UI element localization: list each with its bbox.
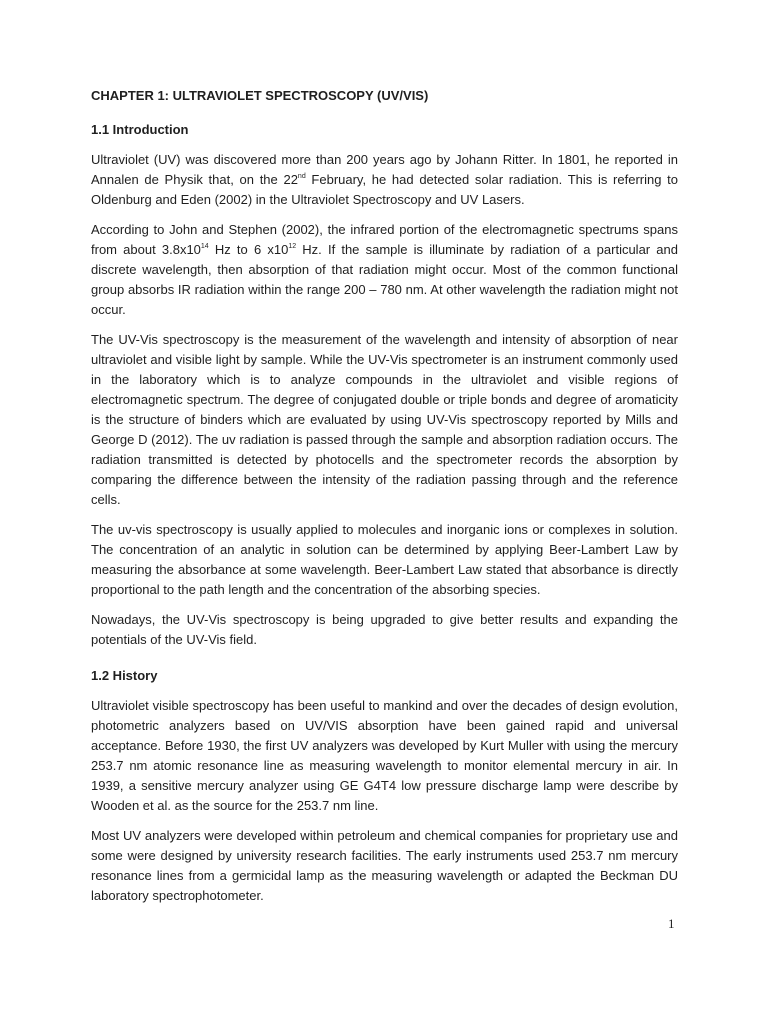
section-heading-introduction: 1.1 Introduction: [91, 122, 189, 137]
intro-paragraph-5: Nowadays, the UV-Vis spectroscopy is being upgraded to give better results and expanding the potentials of the UV-Vis field.: [91, 612, 678, 647]
intro-paragraph-1-text-b: February, he had detected solar radiation. This is referring to Oldenburg and Eden (2002) in the Ultraviolet Spectroscopy and UV Lasers.: [91, 172, 678, 207]
page-content: [91, 88, 678, 916]
history-paragraph-2: Most UV analyzers were developed within petroleum and chemical companies for proprietary use and some were designed by university research facilities. The early instruments used 253.7 nm mercury resonance lines from a germicidal lamp as the measuring wavelength or adapted the Beckman DU laboratory spectrophotometer.: [91, 828, 678, 903]
ordinal-superscript: nd: [297, 173, 306, 180]
intro-paragraph-2-text-a: According to John and Stephen (2002), the infrared portion of the electromagnetic spectrums spans from about 3.8x10: [91, 222, 678, 257]
intro-paragraph-2-text-c: Hz. If the sample is illuminate by radiation of a particular and discrete wavelength, then absorption of that radiation might occur. Most of the common functional group absorbs IR radiation within the range 200 – 780 nm. At other wavelength the radiation might not occur.: [91, 242, 678, 317]
page-number: 1: [668, 916, 675, 931]
intro-paragraph-4: The uv-vis spectroscopy is usually applied to molecules and inorganic ions or complexes in solution. The concentration of an analytic in solution can be determined by applying Beer-Lambert Law by measuring the absorbance at some wavelength. Beer-Lambert Law stated that absorbance is directly proportional to the path length and the concentration of the absorbing species.: [91, 522, 678, 597]
exponent-superscript-2: 12: [288, 243, 297, 250]
intro-paragraph-2: [91, 220, 678, 320]
section-heading-history: 1.2 History: [91, 668, 158, 683]
intro-paragraph-2-text-b: Hz to 6 x10: [208, 242, 289, 257]
intro-paragraph-3: The UV-Vis spectroscopy is the measurement of the wavelength and intensity of absorption of near ultraviolet and visible light by sample. While the UV-Vis spectrometer is an instrument commonly used in the laboratory which is to analyze compounds in the ultraviolet and visible regions of electromagnetic spectrum. The degree of conjugated double or triple bonds and degree of aromaticity is the structure of binders which are evaluated by using UV-Vis spectroscopy reported by Mills and George D (2012). The uv radiation is passed through the sample and absorption radiation occurs. The radiation transmitted is detected by photocells and the spectrometer records the absorption by comparing the difference between the intensity of the radiation passing through and the reference cells.: [91, 332, 678, 507]
history-paragraph-1: Ultraviolet visible spectroscopy has been useful to mankind and over the decades of design evolution, photometric analyzers based on UV/VIS absorption have been gained rapid and universal acceptance. Before 1930, the first UV analyzers was developed by Kurt Muller with using the mercury 253.7 nm atomic resonance line as measuring wavelength to monitor elemental mercury in air. In 1939, a sensitive mercury analyzer using GE G4T4 low pressure discharge lamp were describe by Wooden et al. as the source for the 253.7 nm line.: [91, 698, 678, 813]
intro-paragraph-1-text-a: Ultraviolet (UV) was discovered more than 200 years ago by Johann Ritter. In 1801, he reported in Annalen de Physik that, on the 22: [91, 152, 678, 187]
exponent-superscript-1: 14: [200, 243, 209, 250]
intro-paragraph-1: [91, 150, 678, 210]
chapter-title: CHAPTER 1: ULTRAVIOLET SPECTROSCOPY (UV/VIS): [91, 88, 429, 103]
